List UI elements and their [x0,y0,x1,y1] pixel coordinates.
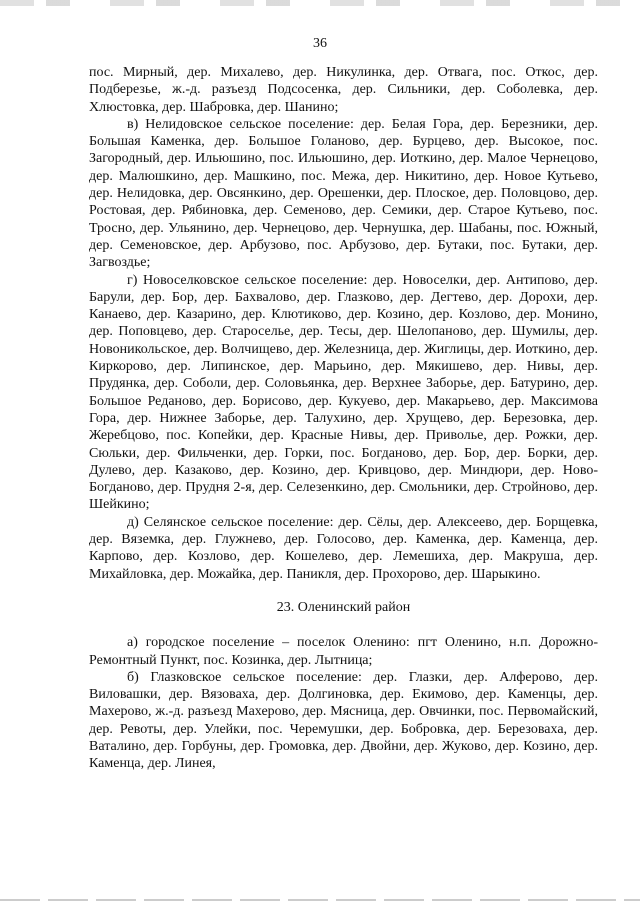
scan-top-edge [0,0,640,6]
paragraph-glazkovskoe: б) Глазковское сельское поселение: дер. Глазки, дер. Алферово, дер. Виловашки, дер. Вязоваха, дер. Долгиновка, дер. Екимово, дер. Каменцы, дер. Махерово, ж.-д. разъезд Махерово, дер. Мясница, дер. Овчинки, пос. Первомайский, дер. Ревоты, дер. Улейки, пос. Черемушки, дер. Бобровка, дер. Березоваха, дер. Ваталино, дер. Горбуны, дер. Громовка, дер. Двойни, дер. Жуково, дер. Козино, дер. Каменца, дер. Линея, [89,669,598,772]
paragraph-novoselkovskoe: г) Новоселковское сельское поселение: дер. Новоселки, дер. Антипово, дер. Барули, дер. Бор, дер. Бахвалово, дер. Глазково, дер. Дегтево, дер. Дорохи, дер. Канаево, дер. Казарино, дер. Клютиково, дер. Козино, дер. Козлово, дер. Монино, дер. Поповцево, дер. Староселье, дер. Тесы, дер. Шелопаново, дер. Шумилы, дер. Новоникольское, дер. Волчищево, дер. Железница, дер. Жиглицы, дер. Иоткино, дер. Киркорово, дер. Липинское, дер. Марьино, дер. Мякишево, дер. Нивы, дер. Прудянка, дер. Соболи, дер. Соловьянка, дер. Верхнее Заборье, дер. Батурино, дер. Большое Реданово, дер. Борисово, дер. Кукуево, дер. Макарьево, дер. Максимова Гора, дер. Нижнее Заборье, дер. Талухино, дер. Хрущево, дер. Березовка, дер. Жеребцово, пос. Копейки, дер. Красные Нивы, дер. Приволье, дер. Рожки, дер. Сюльки, дер. Фильченки, дер. Горки, пос. Богданово, дер. Бор, дер. Борки, дер. Дулево, дер. Казаково, дер. Козино, дер. Кривцово, дер. Миндюри, дер. Ново-Богданово, дер. Прудня 2-я, дер. Селезенкино, дер. Смольники, дер. Стройново, дер. Шейкино; [89,272,598,513]
document-body [89,64,598,773]
section-heading: 23. Оленинский район [276,599,411,615]
paragraph-olenino: а) городское поселение – поселок Оленино: пгт Оленино, н.п. Дорожно-Ремонтный Пункт, пос. Козинка, дер. Лытница; [89,635,598,668]
paragraph-nelidovskoe: в) Нелидовское сельское поселение: дер. Белая Гора, дер. Березники, дер. Большая Каменка, дер. Большое Голаново, дер. Бурцево, дер. Высокое, пос. Загородный, дер. Ильюшино, пос. Ильюшино, дер. Иоткино, дер. Малое Чернецово, дер. Малюшкино, дер. Машкино, пос. Межа, дер. Никитино, дер. Новое Кутьево, дер. Нелидовка, дер. Овсянкино, дер. Орешенки, дер. Плоское, дер. Половцово, дер. Ростовая, дер. Рябиновка, дер. Семеново, дер. Семики, дер. Старое Кутьево, пос. Тросно, дер. Ульянино, дер. Чернецово, дер. Чернушка, дер. Шабаны, пос. Южный, дер. Семеновское, дер. Арбузово, пос. Арбузово, дер. Бутаки, пос. Бутаки, дер. Загвоздье; [89,116,598,271]
paragraph-selyanskoe: д) Селянское сельское поселение: дер. Сёлы, дер. Алексеево, дер. Борщевка, дер. Вяземка, дер. Глужнево, дер. Голосово, дер. Каменка, дер. Каменца, дер. Карпово, дер. Козлово, дер. Кошелево, дер. Лемешиха, дер. Макруша, дер. Михайловка, дер. Можайка, дер. Паникля, дер. Прохорово, дер. Шарыкино. [89,514,598,582]
page-number: 36 [313,36,327,51]
scan-bottom-edge [0,899,640,901]
paragraph-continuation: пос. Мирный, дер. Михалево, дер. Никулинка, дер. Отвага, пос. Откос, дер. Подберезье, ж.-д. разъезд Подсосенка, дер. Сильники, дер. Соболевка, дер. Хлюстовка, дер. Шабровка, дер. Шанино; [89,65,598,115]
